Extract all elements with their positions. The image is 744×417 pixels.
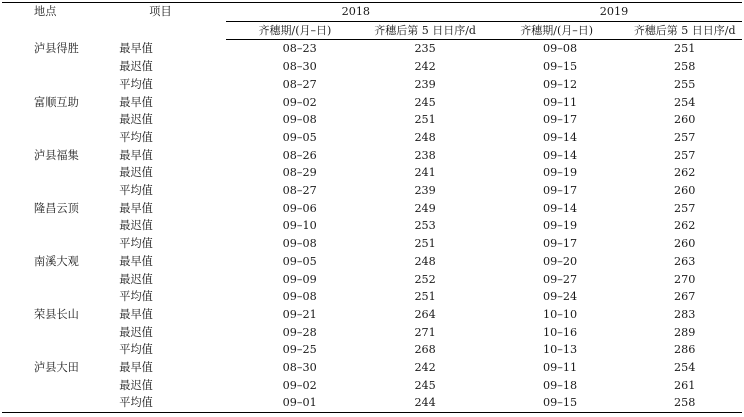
day-order-2018-cell: 251 [414,290,436,304]
heading-date-2019-cell: 09–12 [543,77,578,91]
table-row [2,324,742,342]
day-order-2018-cell: 235 [414,42,436,56]
day-order-2018-cell: 248 [414,254,436,268]
heading-date-2019-cell: 09–27 [543,272,578,286]
heading-date-2019-cell: 10–10 [543,307,578,321]
table-row [2,129,742,147]
heading-date-2018-cell: 08–29 [282,166,317,180]
table-row [2,182,742,200]
table-row [2,40,742,58]
heading-date-2019-cell: 09–14 [543,130,578,144]
heading-date-2018-cell: 09–09 [282,272,317,286]
location-cell [2,394,119,412]
heading-date-2019-cell: 09–08 [543,42,578,56]
day-order-2019-cell: 261 [674,378,696,392]
day-order-2019-cell: 257 [674,148,696,162]
location-cell [2,182,119,200]
heading-date-2019-cell: 09–15 [543,60,578,74]
item-cell: 平均值 [119,290,153,304]
heading-date-2018-cell: 09–02 [282,95,317,109]
location-cell: 隆昌云顶 [34,201,79,215]
day-order-2018-cell: 245 [414,95,436,109]
heading-date-2018-cell: 08–30 [282,60,317,74]
heading-date-2019-cell: 09–20 [543,254,578,268]
heading-date-table [2,2,742,413]
day-order-2019-cell: 260 [674,113,696,127]
table-row [2,147,742,165]
day-order-2019-cell: 286 [674,343,696,357]
table-row [2,341,742,359]
table-row [2,217,742,235]
location-cell [2,235,119,253]
day-order-2018-cell: 264 [414,307,436,321]
heading-date-2019-cell: 09–14 [543,201,578,215]
day-order-2018-cell: 253 [414,219,436,233]
table-body [2,40,742,413]
table-row [2,58,742,76]
heading-date-2018-cell: 09–21 [282,307,317,321]
day-order-2019-cell: 260 [674,184,696,198]
heading-date-2018-cell: 08–30 [282,361,317,375]
heading-date-2019-cell: 09–15 [486,394,627,412]
item-cell: 最早值 [119,95,153,109]
location-cell [2,341,119,359]
item-cell: 平均值 [119,184,153,198]
item-cell: 平均值 [119,130,153,144]
heading-date-2019-cell: 09–19 [543,166,578,180]
location-cell [2,129,119,147]
heading-date-2018-cell: 09–02 [282,378,317,392]
heading-date-2018-cell: 09–10 [282,219,317,233]
day-order-2019-cell: 254 [674,361,696,375]
col-header-year-2018: 2018 [226,3,486,22]
table-row [2,377,742,395]
day-order-2018-cell: 252 [414,272,436,286]
day-order-2019-cell: 267 [674,290,696,304]
col-header-location: 地点 [2,3,119,40]
table-row [2,200,742,218]
heading-date-2018-cell: 09–06 [282,201,317,215]
item-cell: 最早值 [119,361,153,375]
location-cell [2,111,119,129]
heading-date-2019-cell: 10–13 [543,343,578,357]
day-order-2018-cell: 239 [414,77,436,91]
table-row [2,288,742,306]
heading-date-2018-cell: 09–01 [226,394,365,412]
day-order-2019-cell: 283 [674,307,696,321]
item-cell: 平均值 [119,394,225,412]
table-row [2,111,742,129]
item-cell: 最早值 [119,201,153,215]
table-row [2,94,742,112]
heading-date-2018-cell: 09–08 [282,237,317,251]
day-order-2019-cell: 257 [674,201,696,215]
item-cell: 最早值 [119,42,153,56]
day-order-2018-cell: 251 [414,113,436,127]
heading-date-2019-cell: 09–17 [543,184,578,198]
item-cell: 最早值 [119,254,153,268]
item-cell: 最迟值 [119,60,153,74]
table-row [2,271,742,289]
day-order-2018-cell: 244 [364,394,486,412]
table-row [2,253,742,271]
col-header-heading-date-2018: 齐穗期/(月–日) [226,21,365,40]
col-header-item: 项目 [119,3,225,40]
heading-date-2019-cell: 09–14 [543,148,578,162]
item-cell: 最迟值 [119,378,153,392]
item-cell: 最迟值 [119,325,153,339]
heading-date-2018-cell: 09–05 [282,254,317,268]
day-order-2019-cell: 254 [674,95,696,109]
location-cell [2,324,119,342]
heading-date-2018-cell: 09–25 [282,343,317,357]
heading-date-2018-cell: 08–26 [282,148,317,162]
heading-date-2019-cell: 09–11 [543,361,578,375]
heading-date-2019-cell: 09–17 [543,237,578,251]
heading-date-2018-cell: 09–28 [282,325,317,339]
day-order-2019-cell: 258 [627,394,742,412]
location-cell [2,271,119,289]
location-cell: 荣县长山 [34,307,79,321]
heading-date-2019-cell: 09–11 [543,95,578,109]
location-cell [2,217,119,235]
heading-date-2019-cell: 09–19 [543,219,578,233]
day-order-2018-cell: 242 [414,361,436,375]
heading-date-2019-cell: 09–17 [543,113,578,127]
day-order-2018-cell: 238 [414,148,436,162]
location-cell: 泸县得胜 [34,42,79,56]
day-order-2019-cell: 260 [674,237,696,251]
location-cell: 南溪大观 [34,254,79,268]
day-order-2018-cell: 271 [414,325,436,339]
location-cell: 富顺互助 [34,95,79,109]
heading-date-2018-cell: 09–08 [282,290,317,304]
location-cell: 泸县大田 [34,361,79,375]
item-cell: 最迟值 [119,113,153,127]
day-order-2018-cell: 249 [414,201,436,215]
table-row [2,394,742,412]
heading-date-2018-cell: 08–27 [282,184,317,198]
heading-date-2019-cell: 10–16 [543,325,578,339]
location-cell [2,58,119,76]
col-header-year-2019: 2019 [486,3,742,22]
location-cell [2,76,119,94]
location-cell [2,164,119,182]
heading-date-2018-cell: 09–08 [282,113,317,127]
table-row [2,359,742,377]
day-order-2019-cell: 251 [674,42,696,56]
heading-date-2018-cell: 08–23 [282,42,317,56]
item-cell: 平均值 [119,237,153,251]
item-cell: 最迟值 [119,166,153,180]
day-order-2018-cell: 245 [414,378,436,392]
location-cell [2,288,119,306]
table-row [2,306,742,324]
item-cell: 最早值 [119,148,153,162]
col-header-day-order-2018: 齐穗后第 5 日日序/d [364,21,486,40]
item-cell: 最迟值 [119,272,153,286]
day-order-2018-cell: 251 [414,237,436,251]
day-order-2018-cell: 248 [414,130,436,144]
table-row [2,164,742,182]
day-order-2019-cell: 262 [674,219,696,233]
day-order-2019-cell: 262 [674,166,696,180]
day-order-2019-cell: 289 [674,325,696,339]
day-order-2019-cell: 255 [674,77,696,91]
item-cell: 最早值 [119,307,153,321]
location-cell [2,377,119,395]
table-row [2,235,742,253]
col-header-day-order-2019: 齐穗后第 5 日日序/d [627,21,742,40]
table-row [2,76,742,94]
day-order-2018-cell: 241 [414,166,436,180]
day-order-2018-cell: 242 [414,60,436,74]
location-cell: 泸县福集 [34,148,79,162]
item-cell: 最迟值 [119,219,153,233]
header-row-years [2,3,742,22]
col-header-heading-date-2019: 齐穗期/(月–日) [486,21,627,40]
heading-date-2018-cell: 08–27 [282,77,317,91]
item-cell: 平均值 [119,77,153,91]
heading-date-2018-cell: 09–05 [282,130,317,144]
heading-date-2019-cell: 09–18 [543,378,578,392]
day-order-2019-cell: 263 [674,254,696,268]
day-order-2018-cell: 239 [414,184,436,198]
item-cell: 平均值 [119,343,153,357]
day-order-2018-cell: 268 [414,343,436,357]
day-order-2019-cell: 257 [674,130,696,144]
heading-date-2019-cell: 09–24 [543,290,578,304]
day-order-2019-cell: 270 [674,272,696,286]
day-order-2019-cell: 258 [674,60,696,74]
